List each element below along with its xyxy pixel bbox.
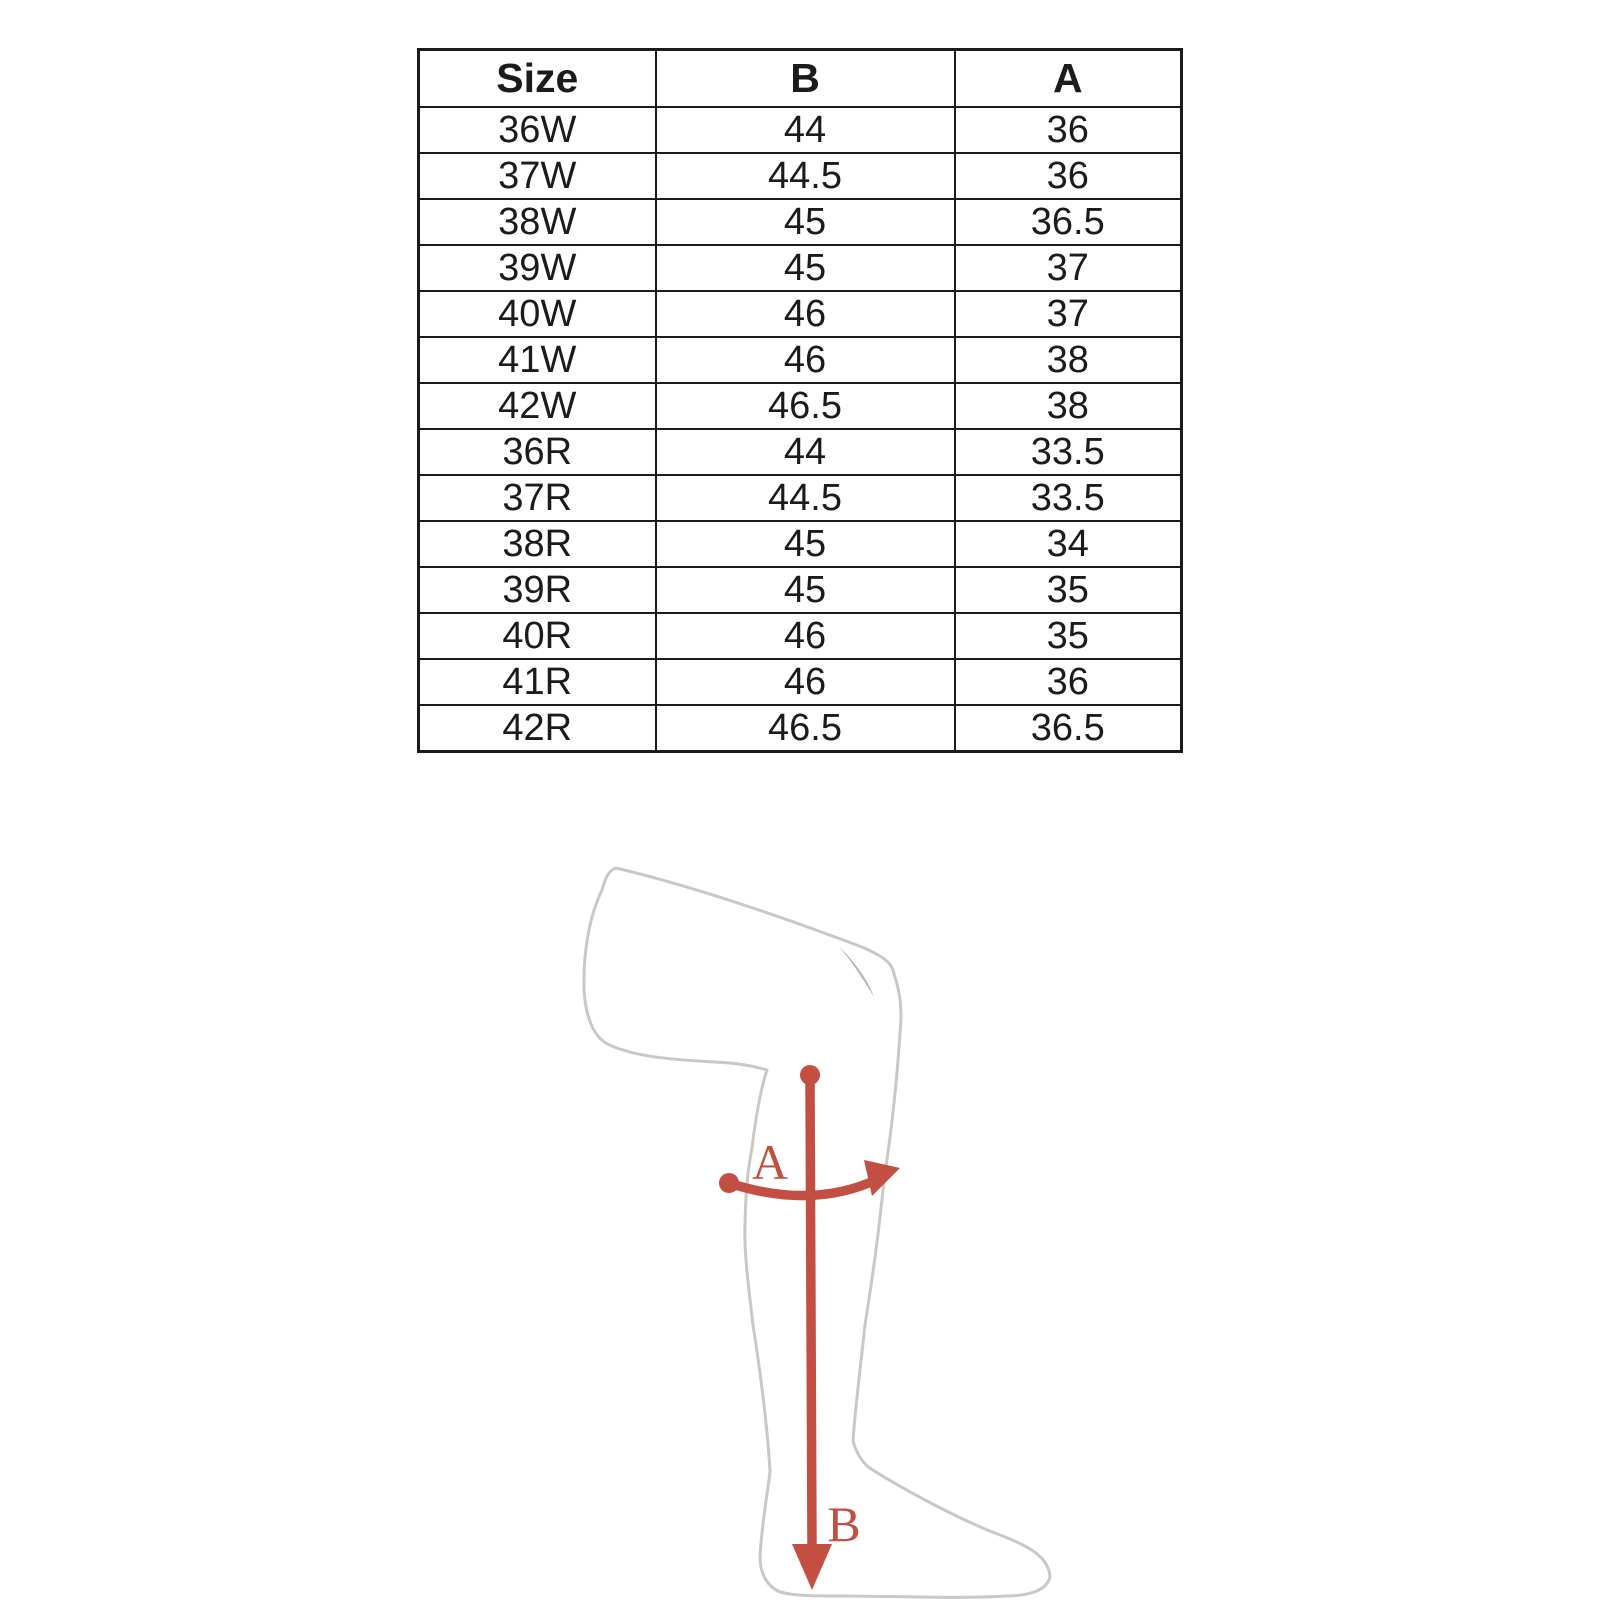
table-row: [419, 429, 1182, 475]
table-cell: 46: [656, 659, 955, 705]
table-cell: 38: [955, 337, 1182, 383]
table-row: [419, 613, 1182, 659]
table-cell: 44: [656, 107, 955, 153]
table-row: [419, 475, 1182, 521]
table-cell: 38: [955, 383, 1182, 429]
table-row: [419, 199, 1182, 245]
column-header-size: Size: [419, 50, 656, 108]
table-cell: 36W: [419, 107, 656, 153]
table-cell: 35: [955, 567, 1182, 613]
table-cell: 41W: [419, 337, 656, 383]
size-table: [417, 48, 1183, 753]
table-row: [419, 659, 1182, 705]
table-cell: 33.5: [955, 429, 1182, 475]
table-cell: 45: [656, 199, 955, 245]
table-cell: 42R: [419, 705, 656, 752]
table-header-row: [419, 50, 1182, 108]
table-cell: 35: [955, 613, 1182, 659]
table-row: [419, 521, 1182, 567]
table-cell: 45: [656, 567, 955, 613]
table-cell: 46.5: [656, 705, 955, 752]
table-row: [419, 245, 1182, 291]
table-cell: 36: [955, 153, 1182, 199]
table-row: [419, 337, 1182, 383]
table-row: [419, 567, 1182, 613]
label-a: A: [751, 1134, 789, 1190]
column-header-b: B: [656, 50, 955, 108]
label-b: B: [827, 1496, 861, 1552]
table-row: [419, 383, 1182, 429]
table-cell: 40R: [419, 613, 656, 659]
table-cell: 37W: [419, 153, 656, 199]
table-cell: 46: [656, 337, 955, 383]
table-cell: 44.5: [656, 475, 955, 521]
table-cell: 38R: [419, 521, 656, 567]
table-row: [419, 705, 1182, 752]
table-cell: 36R: [419, 429, 656, 475]
table-cell: 33.5: [955, 475, 1182, 521]
table-cell: 34: [955, 521, 1182, 567]
table-cell: 46.5: [656, 383, 955, 429]
table-cell: 37R: [419, 475, 656, 521]
table-row: [419, 107, 1182, 153]
leg-diagram: [540, 820, 1320, 1600]
table-cell: 45: [656, 521, 955, 567]
table-cell: 36.5: [955, 199, 1182, 245]
table-row: [419, 291, 1182, 337]
table-cell: 44.5: [656, 153, 955, 199]
table-cell: 36: [955, 659, 1182, 705]
table-cell: 39W: [419, 245, 656, 291]
table-cell: 36: [955, 107, 1182, 153]
table-cell: 38W: [419, 199, 656, 245]
table-cell: 37: [955, 245, 1182, 291]
table-cell: 36.5: [955, 705, 1182, 752]
leg-outline: [584, 868, 1050, 1597]
table-row: [419, 153, 1182, 199]
table-cell: 37: [955, 291, 1182, 337]
table-cell: 41R: [419, 659, 656, 705]
arrow-b-line: [810, 1080, 812, 1546]
column-header-a: A: [955, 50, 1182, 108]
table-cell: 40W: [419, 291, 656, 337]
table-cell: 42W: [419, 383, 656, 429]
size-table-body: [419, 107, 1182, 752]
table-cell: 45: [656, 245, 955, 291]
table-cell: 44: [656, 429, 955, 475]
table-cell: 39R: [419, 567, 656, 613]
table-cell: 46: [656, 613, 955, 659]
table-cell: 46: [656, 291, 955, 337]
